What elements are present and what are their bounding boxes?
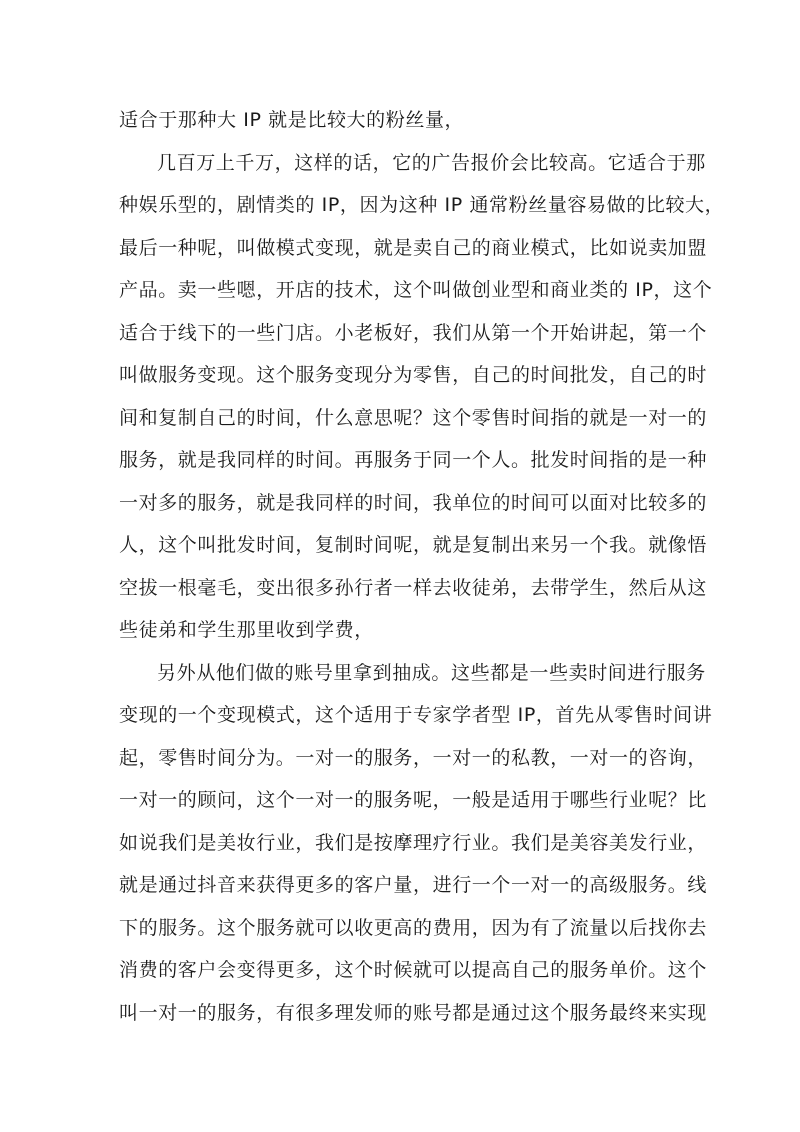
text-line: 些徒弟和学生那里收到学费， (119, 619, 374, 641)
text-line: 如说我们是美妆行业，我们是按摩理疗行业。我们是美容美发行业， (119, 831, 708, 854)
text-line: 另外从他们做的账号里拿到抽成。这些都是一些卖时间进行服务 (157, 661, 706, 684)
text-line: 起，零售时间分为。一对一的服务，一对一的私教，一对一的咨询， (119, 746, 708, 769)
text-line: 服务，就是我同样的时间。再服务于同一个人。批发时间指的是一种 (119, 449, 708, 471)
text-line: 产品。卖一些嗯，开店的技术，这个叫做创业型和商业类的 IP，这个 (119, 279, 713, 301)
text-line: 变现的一个变现模式，这个适用于专家学者型 IP，首先从零售时间讲 (119, 704, 713, 726)
text-line: 种娱乐型的，剧情类的 IP，因为这种 IP 通常粉丝量容易做的比较大， (119, 194, 725, 216)
body-text (119, 99, 725, 1034)
text-line: 几百万上千万，这样的话，它的广告报价会比较高。它适合于那 (157, 151, 706, 174)
text-line: 一对多的服务，就是我同样的时间，我单位的时间可以面对比较多的 (119, 491, 708, 514)
text-line: 消费的客户会变得更多，这个时候就可以提高自己的服务单价。这个 (119, 959, 708, 981)
text-line: 空拔一根毫毛，变出很多孙行者一样去收徒弟，去带学生，然后从这 (119, 576, 708, 599)
text-line: 叫一对一的服务，有很多理发师的账号都是通过这个服务最终来实现 (119, 1001, 708, 1024)
text-line: 下的服务。这个服务就可以收更高的费用，因为有了流量以后找你去 (119, 916, 708, 939)
text-line: 适合于那种大 IP 就是比较大的粉丝量， (119, 109, 465, 131)
text-line: 叫做服务变现。这个服务变现分为零售，自己的时间批发，自己的时 (119, 364, 708, 386)
text-line: 一对一的顾问，这个一对一的服务呢，一般是适用于哪些行业呢？比 (119, 789, 708, 811)
text-line: 最后一种呢，叫做模式变现，就是卖自己的商业模式，比如说卖加盟 (119, 236, 708, 259)
text-line: 就是通过抖音来获得更多的客户量，进行一个一对一的高级服务。线 (119, 874, 708, 896)
text-line: 人，这个叫批发时间，复制时间呢，就是复制出来另一个我。就像悟 (119, 534, 708, 556)
text-line: 适合于线下的一些门店。小老板好，我们从第一个开始讲起，第一个 (119, 321, 708, 344)
text-line: 间和复制自己的时间，什么意思呢？这个零售时间指的就是一对一的 (119, 406, 708, 429)
